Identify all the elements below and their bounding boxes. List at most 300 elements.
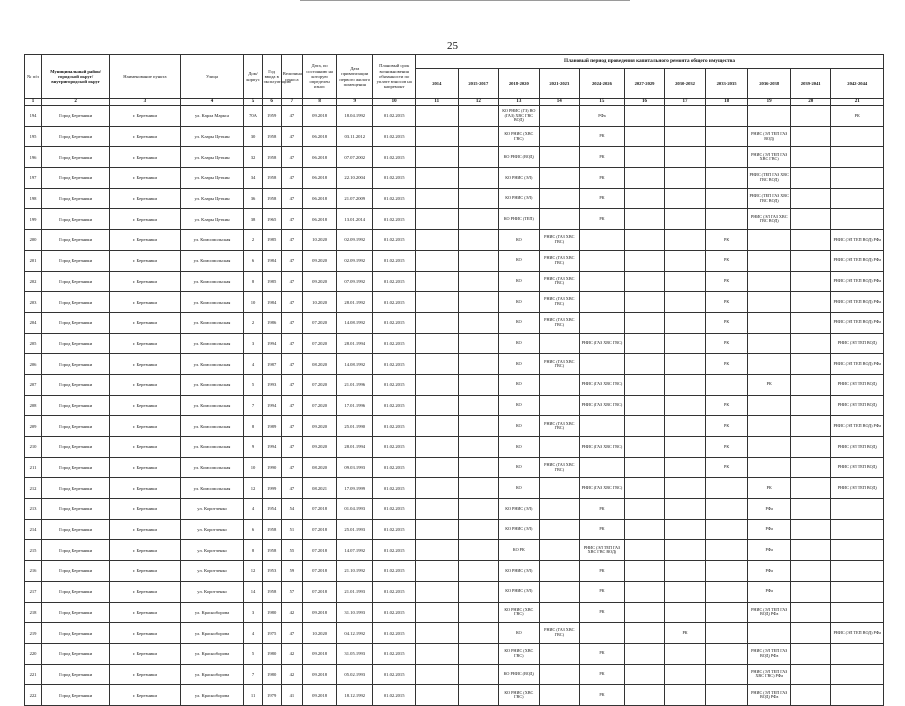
plan-work-codes: РНИС (ГАЗ ХВС ГВС) xyxy=(544,461,575,472)
cell-plan-period xyxy=(458,188,498,209)
cell-plan-period xyxy=(665,292,705,313)
cell-plan-period xyxy=(790,230,830,251)
cell-year: 1986 xyxy=(262,312,281,333)
cell-privatization-date: 14.07.1992 xyxy=(337,540,373,561)
cell-house: 6 xyxy=(244,519,262,540)
cell-year: 1979 xyxy=(262,685,281,706)
cell-plan-period xyxy=(665,416,705,437)
cell-house: 4 xyxy=(244,499,262,520)
header-period: 2036-2038 xyxy=(748,69,791,99)
cell-plan-period xyxy=(831,230,884,251)
plan-work-codes: КО xyxy=(515,236,522,242)
cell-plan-period xyxy=(458,395,498,416)
cell-plan-period xyxy=(415,374,458,395)
plan-work-codes: РК xyxy=(724,443,730,449)
cell-payment-deadline: 01.02.2015 xyxy=(373,188,416,209)
cell-settlement: г. Березники xyxy=(110,437,180,458)
cell-wear: 47 xyxy=(281,250,302,271)
cell-state-date: 09.2020 xyxy=(303,271,337,292)
cell-state-date: 07.2018 xyxy=(303,561,337,582)
cell-plan-period xyxy=(665,271,705,292)
cell-privatization-date: 14.08.1992 xyxy=(337,354,373,375)
plan-work-codes: РНИС (ТЕП ГАЗ ХВС ГВС ВОД) xyxy=(749,172,789,182)
cell-plan-period xyxy=(831,147,884,168)
cell-plan-period xyxy=(539,540,579,561)
cell-plan-period xyxy=(831,416,884,437)
cell-num: 197 xyxy=(25,168,42,189)
cell-plan-period xyxy=(790,478,830,499)
cell-plan-period xyxy=(665,540,705,561)
cell-wear: 51 xyxy=(281,519,302,540)
plan-work-codes: РК xyxy=(766,381,772,387)
cell-plan-period xyxy=(458,561,498,582)
cell-plan-period xyxy=(831,664,884,685)
cell-plan-period xyxy=(748,561,791,582)
cell-wear: 54 xyxy=(281,499,302,520)
cell-num: 222 xyxy=(25,685,42,706)
cell-privatization-date: 07.07.2002 xyxy=(337,147,373,168)
cell-plan-period xyxy=(458,499,498,520)
cell-street: ул. Клары Цеткин xyxy=(180,126,244,147)
cell-year: 1959 xyxy=(262,106,281,127)
cell-plan-period xyxy=(458,374,498,395)
cell-plan-period xyxy=(790,106,830,127)
cell-house: 32 xyxy=(244,147,262,168)
plan-work-codes: КО РНИС (ЭЛ) xyxy=(505,588,533,594)
cell-plan-period xyxy=(624,250,664,271)
plan-work-codes: РК xyxy=(599,195,605,201)
cell-house: 3 xyxy=(244,333,262,354)
cell-plan-period xyxy=(580,519,625,540)
cell-year: 1958 xyxy=(262,126,281,147)
cell-plan-period xyxy=(539,188,579,209)
cell-payment-deadline: 01.02.2015 xyxy=(373,457,416,478)
cell-plan-period xyxy=(790,312,830,333)
header-privatization-date: Дата приватизации первого жилого помещения xyxy=(337,55,373,99)
cell-house: 38 xyxy=(244,209,262,230)
cell-street: ул. Комсомольская xyxy=(180,312,244,333)
cell-plan-period xyxy=(790,188,830,209)
cell-plan-period xyxy=(499,602,539,623)
cell-plan-period xyxy=(748,457,791,478)
cell-plan-period xyxy=(499,374,539,395)
cell-plan-period xyxy=(499,457,539,478)
cell-street: ул. Карла Маркса xyxy=(180,106,244,127)
plan-work-codes: РНИС (ЭЛ ТЕП ВОД) xyxy=(837,484,877,490)
cell-plan-period xyxy=(831,333,884,354)
column-number: 11 xyxy=(415,99,458,106)
cell-wear: 47 xyxy=(281,209,302,230)
cell-payment-deadline: 01.02.2015 xyxy=(373,685,416,706)
cell-house: 2 xyxy=(244,230,262,251)
cell-house: 10 xyxy=(244,292,262,313)
cell-privatization-date: 21.01.1996 xyxy=(337,374,373,395)
cell-street: ул. Коротченко xyxy=(180,540,244,561)
cell-district: Город Березники xyxy=(42,106,110,127)
cell-plan-period xyxy=(790,395,830,416)
plan-work-codes: РФа xyxy=(765,567,773,573)
cell-plan-period xyxy=(831,643,884,664)
cell-plan-period xyxy=(705,126,748,147)
cell-settlement: г. Березники xyxy=(110,561,180,582)
cell-district: Город Березники xyxy=(42,416,110,437)
cell-year: 1958 xyxy=(262,519,281,540)
cell-plan-period xyxy=(458,106,498,127)
table-row xyxy=(25,209,884,230)
cell-district: Город Березники xyxy=(42,664,110,685)
plan-work-codes: КО xyxy=(515,629,522,635)
cell-plan-period xyxy=(790,126,830,147)
cell-plan-period xyxy=(831,271,884,292)
plan-work-codes: РНИС (ГАЗ ХВС ГВС) xyxy=(581,402,623,408)
cell-plan-period xyxy=(499,271,539,292)
header-district: Муниципальный район/ городской округ/ внутригородской округ xyxy=(42,55,110,99)
cell-plan-period xyxy=(499,416,539,437)
cell-plan-period xyxy=(415,312,458,333)
cell-state-date: 09.2020 xyxy=(303,416,337,437)
cell-state-date: 06.2018 xyxy=(303,209,337,230)
table-row xyxy=(25,540,884,561)
cell-plan-period xyxy=(831,437,884,458)
cell-district: Город Березники xyxy=(42,374,110,395)
cell-year: 1984 xyxy=(262,250,281,271)
plan-work-codes: РК xyxy=(599,671,605,677)
plan-work-codes: КО РНИС (ВОД) xyxy=(503,671,534,677)
cell-plan-period xyxy=(458,416,498,437)
plan-work-codes: РК xyxy=(854,112,860,118)
cell-plan-period xyxy=(705,561,748,582)
cell-plan-period xyxy=(790,333,830,354)
cell-plan-period xyxy=(499,126,539,147)
cell-plan-period xyxy=(580,188,625,209)
cell-plan-period xyxy=(458,437,498,458)
cell-plan-period xyxy=(580,126,625,147)
cell-plan-period xyxy=(790,602,830,623)
cell-plan-period xyxy=(539,623,579,644)
cell-privatization-date: 28.01.1994 xyxy=(337,437,373,458)
cell-state-date: 07.2018 xyxy=(303,540,337,561)
cell-privatization-date: 28.01.1994 xyxy=(337,333,373,354)
cell-plan-period xyxy=(705,230,748,251)
cell-payment-deadline: 01.02.2015 xyxy=(373,168,416,189)
plan-work-codes: РНИС (ЭЛ ТЕП ГАЗ ХВС ГВС ВОД) xyxy=(583,544,620,555)
cell-plan-period xyxy=(458,354,498,375)
column-number: 3 xyxy=(110,99,180,106)
cell-plan-period xyxy=(539,643,579,664)
cell-settlement: г. Березники xyxy=(110,126,180,147)
cell-plan-period xyxy=(705,540,748,561)
cell-plan-period xyxy=(831,168,884,189)
cell-plan-period xyxy=(665,354,705,375)
cell-district: Город Березники xyxy=(42,581,110,602)
header-year: Год ввода в эксплуатацию xyxy=(262,55,281,99)
plan-work-codes: РНИС (ГАЗ ХВС ГВС) xyxy=(544,255,575,265)
cell-plan-period xyxy=(499,561,539,582)
cell-privatization-date: 02.09.1992 xyxy=(337,230,373,251)
cell-plan-period xyxy=(748,643,791,664)
plan-work-codes: РНИС (ЭЛ ТЕП ВОД) РФа xyxy=(833,319,881,325)
cell-plan-period xyxy=(790,664,830,685)
cell-house: 4 xyxy=(244,354,262,375)
cell-plan-period xyxy=(580,333,625,354)
cell-street: ул. Коротченко xyxy=(180,499,244,520)
cell-plan-period xyxy=(748,271,791,292)
cell-state-date: 07.2018 xyxy=(303,581,337,602)
cell-plan-period xyxy=(748,374,791,395)
cell-district: Город Березники xyxy=(42,685,110,706)
cell-year: 1980 xyxy=(262,643,281,664)
cell-num: 200 xyxy=(25,230,42,251)
cell-privatization-date: 18.04.1992 xyxy=(337,106,373,127)
cell-street: ул. Комсомольская xyxy=(180,354,244,375)
cell-plan-period xyxy=(665,499,705,520)
column-number: 5 xyxy=(244,99,262,106)
plan-work-codes: РФа xyxy=(598,112,606,118)
table-row xyxy=(25,374,884,395)
cell-plan-period xyxy=(499,147,539,168)
cell-wear: 47 xyxy=(281,126,302,147)
header-payment-deadline: Плановый срок возникновения обязанности по уплате взносов на капремонт xyxy=(373,55,416,99)
cell-district: Город Березники xyxy=(42,147,110,168)
header-period: 2024-2026 xyxy=(580,69,625,99)
cell-plan-period xyxy=(415,561,458,582)
plan-work-codes: РК xyxy=(724,360,730,366)
cell-state-date: 09.2018 xyxy=(303,106,337,127)
cell-plan-period xyxy=(499,354,539,375)
cell-plan-period xyxy=(748,168,791,189)
column-number: 17 xyxy=(665,99,705,106)
cell-num: 212 xyxy=(25,478,42,499)
cell-year: 1980 xyxy=(262,602,281,623)
cell-district: Город Березники xyxy=(42,602,110,623)
cell-plan-period xyxy=(665,250,705,271)
cell-plan-period xyxy=(624,437,664,458)
column-number: 21 xyxy=(831,99,884,106)
cell-plan-period xyxy=(458,685,498,706)
cell-plan-period xyxy=(748,685,791,706)
cell-plan-period xyxy=(499,106,539,127)
table-row xyxy=(25,478,884,499)
cell-plan-period xyxy=(415,354,458,375)
cell-plan-period xyxy=(705,664,748,685)
cell-state-date: 10.2020 xyxy=(303,623,337,644)
table-row xyxy=(25,333,884,354)
plan-work-codes: РНИС (ЭЛ ТЕП ГАЗ ХВС ГВС) xyxy=(751,151,788,162)
cell-plan-period xyxy=(665,147,705,168)
plan-work-codes: КО xyxy=(515,319,522,325)
header-plan-period: Плановый период проведения капитального ремонта общего имущества xyxy=(415,55,883,69)
cell-plan-period xyxy=(790,250,830,271)
column-number-row xyxy=(25,99,884,106)
cell-plan-period xyxy=(415,457,458,478)
plan-work-codes: КО РНИС (ЭЛ) xyxy=(505,505,533,511)
cell-plan-period xyxy=(831,312,884,333)
cell-street: ул. Коротченко xyxy=(180,561,244,582)
plan-work-codes: КО xyxy=(515,464,522,470)
cell-plan-period xyxy=(580,374,625,395)
cell-plan-period xyxy=(748,147,791,168)
cell-plan-period xyxy=(705,292,748,313)
cell-plan-period xyxy=(705,437,748,458)
cell-plan-period xyxy=(539,354,579,375)
cell-street: ул. Комсомольская xyxy=(180,374,244,395)
cell-street: ул. Комсомольская xyxy=(180,416,244,437)
table-row xyxy=(25,250,884,271)
plan-work-codes: РК xyxy=(599,526,605,532)
cell-plan-period xyxy=(580,643,625,664)
cell-wear: 42 xyxy=(281,602,302,623)
cell-plan-period xyxy=(458,602,498,623)
cell-plan-period xyxy=(458,457,498,478)
cell-plan-period xyxy=(748,354,791,375)
cell-plan-period xyxy=(624,292,664,313)
cell-state-date: 09.2020 xyxy=(303,250,337,271)
header-period: 2018-2020 xyxy=(499,69,539,99)
cell-year: 1999 xyxy=(262,478,281,499)
cell-plan-period xyxy=(458,581,498,602)
cell-payment-deadline: 01.02.2015 xyxy=(373,250,416,271)
plan-work-codes: РК xyxy=(599,609,605,615)
cell-plan-period xyxy=(831,540,884,561)
cell-plan-period xyxy=(705,147,748,168)
cell-street: ул. Клары Цеткин xyxy=(180,188,244,209)
cell-num: 195 xyxy=(25,126,42,147)
cell-plan-period xyxy=(624,664,664,685)
cell-district: Город Березники xyxy=(42,354,110,375)
cell-plan-period xyxy=(458,292,498,313)
plan-work-codes: КО xyxy=(515,278,522,284)
cell-settlement: г. Березники xyxy=(110,602,180,623)
plan-work-codes: РК xyxy=(599,215,605,221)
cell-payment-deadline: 01.02.2015 xyxy=(373,106,416,127)
cell-year: 1953 xyxy=(262,561,281,582)
cell-num: 196 xyxy=(25,147,42,168)
cell-wear: 47 xyxy=(281,457,302,478)
header-street: Улица xyxy=(180,55,244,99)
cell-plan-period xyxy=(665,664,705,685)
cell-payment-deadline: 01.02.2015 xyxy=(373,395,416,416)
cell-payment-deadline: 01.02.2015 xyxy=(373,312,416,333)
table-row xyxy=(25,499,884,520)
cell-house: 30 xyxy=(244,126,262,147)
cell-num: 219 xyxy=(25,623,42,644)
cell-privatization-date: 28.01.1992 xyxy=(337,292,373,313)
cell-plan-period xyxy=(705,416,748,437)
plan-work-codes: КО РНИС (ВОД) xyxy=(503,153,534,159)
header-period: 2014 xyxy=(415,69,458,99)
cell-plan-period xyxy=(748,250,791,271)
cell-plan-period xyxy=(748,664,791,685)
table-row xyxy=(25,685,884,706)
cell-num: 205 xyxy=(25,333,42,354)
cell-plan-period xyxy=(415,271,458,292)
plan-work-codes: КО xyxy=(515,360,522,366)
cell-privatization-date: 14.08.1992 xyxy=(337,312,373,333)
cell-payment-deadline: 01.02.2015 xyxy=(373,499,416,520)
plan-work-codes: РФа xyxy=(765,526,773,532)
plan-work-codes: КО xyxy=(515,484,522,490)
cell-settlement: г. Березники xyxy=(110,395,180,416)
cell-plan-period xyxy=(665,312,705,333)
cell-wear: 47 xyxy=(281,188,302,209)
cell-plan-period xyxy=(458,478,498,499)
cell-plan-period xyxy=(539,457,579,478)
cell-wear: 47 xyxy=(281,230,302,251)
cell-payment-deadline: 01.02.2015 xyxy=(373,230,416,251)
cell-plan-period xyxy=(539,271,579,292)
cell-plan-period xyxy=(624,561,664,582)
cell-payment-deadline: 01.02.2015 xyxy=(373,540,416,561)
cell-plan-period xyxy=(499,395,539,416)
cell-privatization-date: 03.11.2012 xyxy=(337,126,373,147)
cell-plan-period xyxy=(831,561,884,582)
cell-plan-period xyxy=(624,354,664,375)
cell-plan-period xyxy=(624,602,664,623)
cell-street: ул. Клары Цеткин xyxy=(180,147,244,168)
cell-street: ул. Комсомольская xyxy=(180,437,244,458)
cell-plan-period xyxy=(415,188,458,209)
top-rule xyxy=(300,0,630,4)
cell-num: 203 xyxy=(25,292,42,313)
cell-plan-period xyxy=(415,147,458,168)
cell-plan-period xyxy=(748,292,791,313)
cell-plan-period xyxy=(665,643,705,664)
cell-year: 1987 xyxy=(262,354,281,375)
cell-wear: 47 xyxy=(281,168,302,189)
cell-plan-period xyxy=(499,168,539,189)
cell-plan-period xyxy=(748,106,791,127)
cell-year: 1975 xyxy=(262,623,281,644)
cell-plan-period xyxy=(748,209,791,230)
cell-plan-period xyxy=(748,188,791,209)
plan-work-codes: РФа xyxy=(765,505,773,511)
cell-plan-period xyxy=(415,126,458,147)
cell-plan-period xyxy=(790,271,830,292)
table-row xyxy=(25,126,884,147)
cell-plan-period xyxy=(831,457,884,478)
cell-payment-deadline: 01.02.2015 xyxy=(373,581,416,602)
cell-plan-period xyxy=(580,457,625,478)
cell-street: ул. Красноборова xyxy=(180,664,244,685)
cell-num: 220 xyxy=(25,643,42,664)
cell-payment-deadline: 01.02.2015 xyxy=(373,478,416,499)
cell-privatization-date: 17.01.1996 xyxy=(337,395,373,416)
cell-plan-period xyxy=(499,499,539,520)
cell-plan-period xyxy=(458,126,498,147)
cell-privatization-date: 18.12.1992 xyxy=(337,685,373,706)
cell-settlement: г. Березники xyxy=(110,271,180,292)
cell-wear: 47 xyxy=(281,395,302,416)
plan-work-codes: РНИС (ЭЛ ТЕП ВОД) РФа xyxy=(833,298,881,304)
cell-plan-period xyxy=(790,416,830,437)
cell-payment-deadline: 01.02.2015 xyxy=(373,602,416,623)
column-number: 10 xyxy=(373,99,416,106)
cell-settlement: г. Березники xyxy=(110,664,180,685)
cell-district: Город Березники xyxy=(42,437,110,458)
cell-settlement: г. Березники xyxy=(110,643,180,664)
cell-plan-period xyxy=(458,312,498,333)
cell-payment-deadline: 01.02.2015 xyxy=(373,416,416,437)
cell-plan-period xyxy=(831,581,884,602)
cell-plan-period xyxy=(415,437,458,458)
cell-plan-period xyxy=(458,519,498,540)
cell-year: 1985 xyxy=(262,271,281,292)
cell-plan-period xyxy=(499,664,539,685)
cell-plan-period xyxy=(499,209,539,230)
cell-plan-period xyxy=(499,230,539,251)
header-period: 2039-2041 xyxy=(790,69,830,99)
table-row xyxy=(25,168,884,189)
